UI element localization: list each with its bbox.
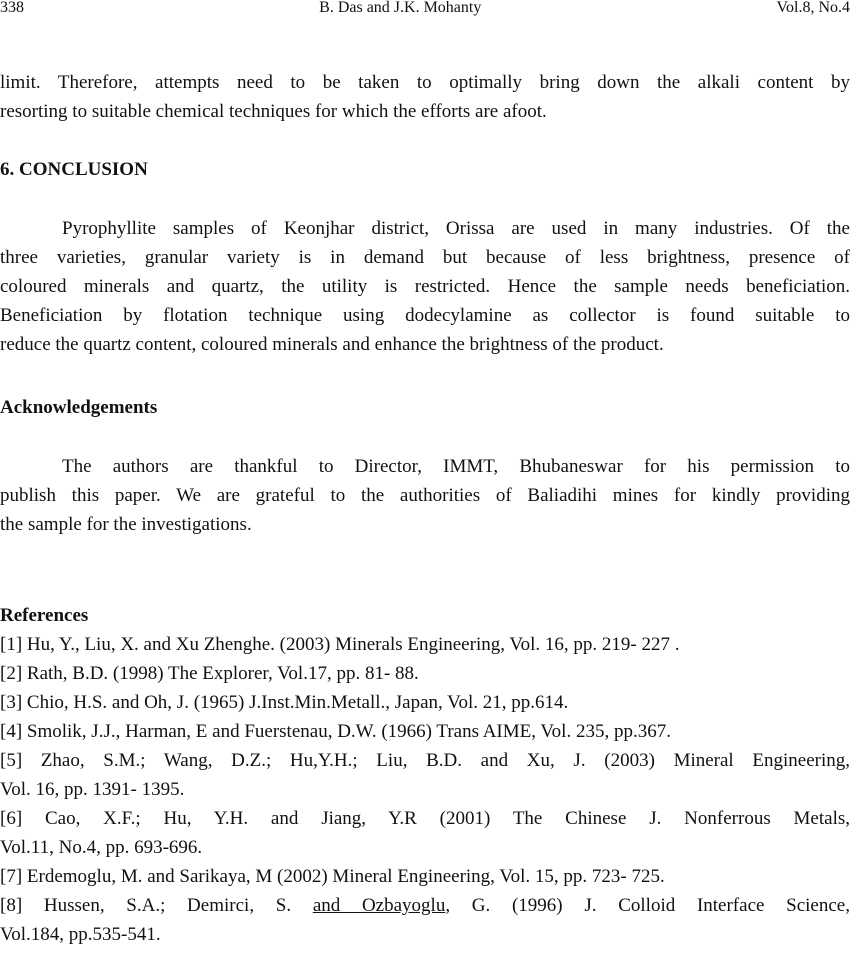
- conclusion-line: Pyrophyllite samples of Keonjhar district, Orissa are used in many industries. Of the: [62, 218, 850, 239]
- acknowledgements-line: The authors are thankful to Director, IMMT, Bhubaneswar for his permission to: [62, 456, 850, 477]
- reference-item-continued: Vol.184, pp.535-541.: [0, 924, 161, 945]
- header-volume: Vol.8, No.4: [776, 0, 850, 16]
- reference-item: [4] Smolik, J.J., Harman, E and Fuerstenau, D.W. (1966) Trans AIME, Vol. 235, pp.367.: [0, 721, 671, 742]
- reference-item: [5] Zhao, S.M.; Wang, D.Z.; Hu,Y.H.; Liu, B.D. and Xu, J. (2003) Mineral Engineering,: [0, 750, 850, 771]
- reference-item: [7] Erdemoglu, M. and Sarikaya, M (2002) Mineral Engineering, Vol. 15, pp. 723- 725.: [0, 866, 665, 887]
- reference-item: [3] Chio, H.S. and Oh, J. (1965) J.Inst.Min.Metall., Japan, Vol. 21, pp.614.: [0, 692, 569, 713]
- intro-line: resorting to suitable chemical techniques for which the efforts are afoot.: [0, 101, 547, 122]
- conclusion-line: reduce the quartz content, coloured minerals and enhance the brightness of the product.: [0, 334, 664, 355]
- reference-text: , G. (1996) J. Colloid Interface Science,: [445, 895, 850, 916]
- reference-item-continued: Vol.11, No.4, pp. 693-696.: [0, 837, 203, 858]
- references-heading: References: [0, 605, 89, 626]
- acknowledgements-line: publish this paper. We are grateful to the authorities of Baliadihi mines for kindly providing: [0, 485, 850, 506]
- intro-line: limit. Therefore, attempts need to be taken to optimally bring down the alkali content by: [0, 72, 850, 93]
- conclusion-heading: 6. CONCLUSION: [0, 159, 148, 180]
- acknowledgements-heading: Acknowledgements: [0, 397, 158, 418]
- conclusion-line: three varieties, granular variety is in demand but because of less brightness, presence of: [0, 247, 850, 268]
- reference-item: [2] Rath, B.D. (1998) The Explorer, Vol.17, pp. 81- 88.: [0, 663, 419, 684]
- reference-item: [1] Hu, Y., Liu, X. and Xu Zhenghe. (2003) Minerals Engineering, Vol. 16, pp. 219- 227 .: [0, 634, 680, 655]
- running-header: [0, 0, 850, 18]
- underlined-author: and Ozbayoglu: [312, 895, 446, 916]
- page-number: 338: [0, 0, 24, 16]
- header-authors: B. Das and J.K. Mohanty: [319, 0, 482, 16]
- acknowledgements-line: the sample for the investigations.: [0, 514, 252, 535]
- conclusion-line: coloured minerals and quartz, the utility is restricted. Hence the sample needs beneficiation.: [0, 276, 850, 297]
- reference-item: [6] Cao, X.F.; Hu, Y.H. and Jiang, Y.R (2001) The Chinese J. Nonferrous Metals,: [0, 808, 850, 829]
- reference-text: [8] Hussen, S.A.; Demirci, S.: [0, 895, 313, 916]
- conclusion-line: Beneficiation by flotation technique using dodecylamine as collector is found suitable to: [0, 305, 850, 326]
- reference-item-continued: Vol. 16, pp. 1391- 1395.: [0, 779, 185, 800]
- reference-item: [0, 895, 850, 917]
